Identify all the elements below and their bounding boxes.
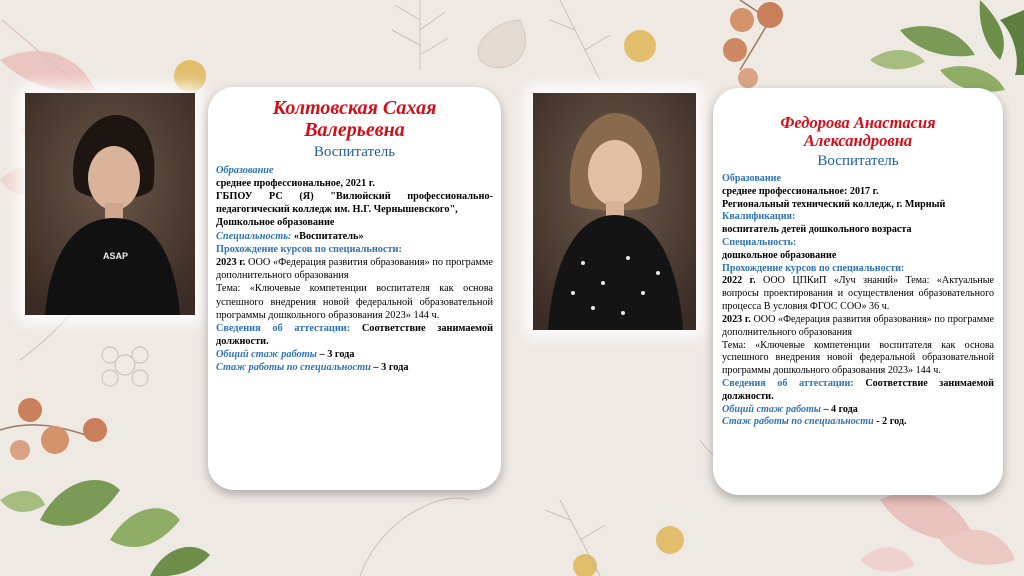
education-level: среднее профессиональное, 2021 г. bbox=[216, 177, 375, 189]
specialty-label: Специальность: bbox=[216, 230, 292, 242]
name-line-1: Федорова Анастасия bbox=[780, 113, 936, 132]
attestation-value: Соответствие занимаемой должности. bbox=[722, 377, 994, 402]
green-leaf-decoration bbox=[870, 0, 1024, 92]
course-year: 2022 г. bbox=[722, 275, 756, 287]
course-entry bbox=[216, 256, 493, 282]
berry-decoration bbox=[723, 0, 783, 88]
total-experience-row bbox=[722, 404, 994, 417]
course-org: ООО «Федерация развития образования» по программе дополнительного образования bbox=[216, 256, 494, 282]
staff-card-right bbox=[713, 88, 1003, 495]
specialty-experience-row bbox=[722, 416, 994, 429]
attestation-value: Соответствие занимаемой должности. bbox=[216, 322, 494, 348]
specialty-experience-label: Стаж работы по специальности bbox=[722, 416, 874, 428]
name-line-2: Валерьевна bbox=[304, 119, 405, 142]
course-year: 2023 г. bbox=[216, 256, 246, 268]
qualification-value: воспитатель детей дошкольного возраста bbox=[722, 224, 912, 236]
courses-label: Прохождение курсов по специальности: bbox=[216, 243, 402, 255]
attestation-label: Сведения об аттестации: bbox=[216, 322, 351, 334]
course-topic: Тема: «Ключевые компетенции воспитателя как основа успешного внедрения новой федеральной образовательной программы дошкольного образования 2023» 144 ч. bbox=[722, 339, 994, 377]
course-topic: Тема: «Ключевые компетенции воспитателя как основа успешного внедрения новой федеральной образовательной программы дошкольного образования 2023» 144 ч. bbox=[216, 283, 493, 321]
total-experience-label: Общий стаж работы bbox=[216, 349, 317, 361]
specialty-experience-value: - 2 год. bbox=[876, 416, 907, 428]
name-line-2: Александровна bbox=[803, 131, 913, 151]
attestation-row bbox=[722, 378, 994, 404]
courses-label: Прохождение курсов по специальности: bbox=[722, 262, 905, 274]
green-leaf-decoration bbox=[0, 480, 210, 576]
total-experience-row bbox=[216, 348, 493, 361]
course-entry bbox=[722, 314, 994, 340]
name-line-1: Колтовская Сахая bbox=[272, 97, 437, 119]
attestation-label: Сведения об аттестации: bbox=[722, 377, 854, 389]
pine-sprig-decoration bbox=[392, 0, 610, 80]
portrait-photo-right bbox=[533, 93, 696, 330]
total-experience-value: – 3 года bbox=[319, 349, 355, 361]
course-org: ООО «Федерация развития образования» по программе дополнительного образования bbox=[722, 313, 994, 338]
berry-decoration bbox=[0, 398, 107, 460]
staff-role: Воспитатель bbox=[817, 152, 899, 169]
staff-name bbox=[722, 114, 994, 151]
education-level: среднее профессиональное: 2017 г. bbox=[722, 185, 879, 197]
education-school: ГБПОУ РС (Я) "Вилюйский профессионально-педагогический колледж им. Н.Г. Чернышевского", bbox=[216, 191, 493, 216]
education-label: Образование bbox=[216, 164, 274, 176]
specialty-value: дошкольное образование bbox=[722, 249, 837, 261]
specialty-experience-value: – 3 года bbox=[373, 362, 409, 374]
specialty-label: Специальность: bbox=[722, 237, 797, 248]
specialty-experience-row bbox=[216, 361, 493, 374]
specialty-experience-label: Стаж работы по специальности bbox=[216, 362, 371, 374]
total-experience-label: Общий стаж работы bbox=[722, 403, 821, 415]
svg-text:ASAP: ASAP bbox=[103, 251, 129, 261]
staff-name bbox=[216, 97, 493, 142]
education-school: Региональный технический колледж, г. Мирный bbox=[722, 198, 946, 210]
specialty-value: «Воспитатель» bbox=[293, 230, 364, 242]
staff-role: Воспитатель bbox=[313, 143, 396, 160]
education-field: Дошкольное образование bbox=[216, 217, 335, 229]
course-entry bbox=[722, 275, 994, 313]
staff-details bbox=[216, 164, 493, 375]
staff-card-left bbox=[208, 87, 501, 490]
education-label: Образование bbox=[722, 172, 781, 184]
pink-leaf-decoration bbox=[860, 492, 1015, 572]
attestation-row bbox=[216, 322, 493, 348]
total-experience-value: – 4 года bbox=[823, 403, 858, 415]
portrait-photo-left bbox=[25, 93, 195, 315]
course-text: ООО ЦПКиП «Луч знаний» Тема: «Актуальные вопросы проектирования и осуществления образовательного процесса В условия ФГОС СОО» 36 ч. bbox=[722, 275, 994, 313]
course-year: 2023 г. bbox=[722, 313, 751, 325]
staff-details bbox=[722, 173, 994, 429]
qualification-label: Квалификация: bbox=[722, 211, 796, 223]
specialty-row bbox=[216, 230, 493, 243]
